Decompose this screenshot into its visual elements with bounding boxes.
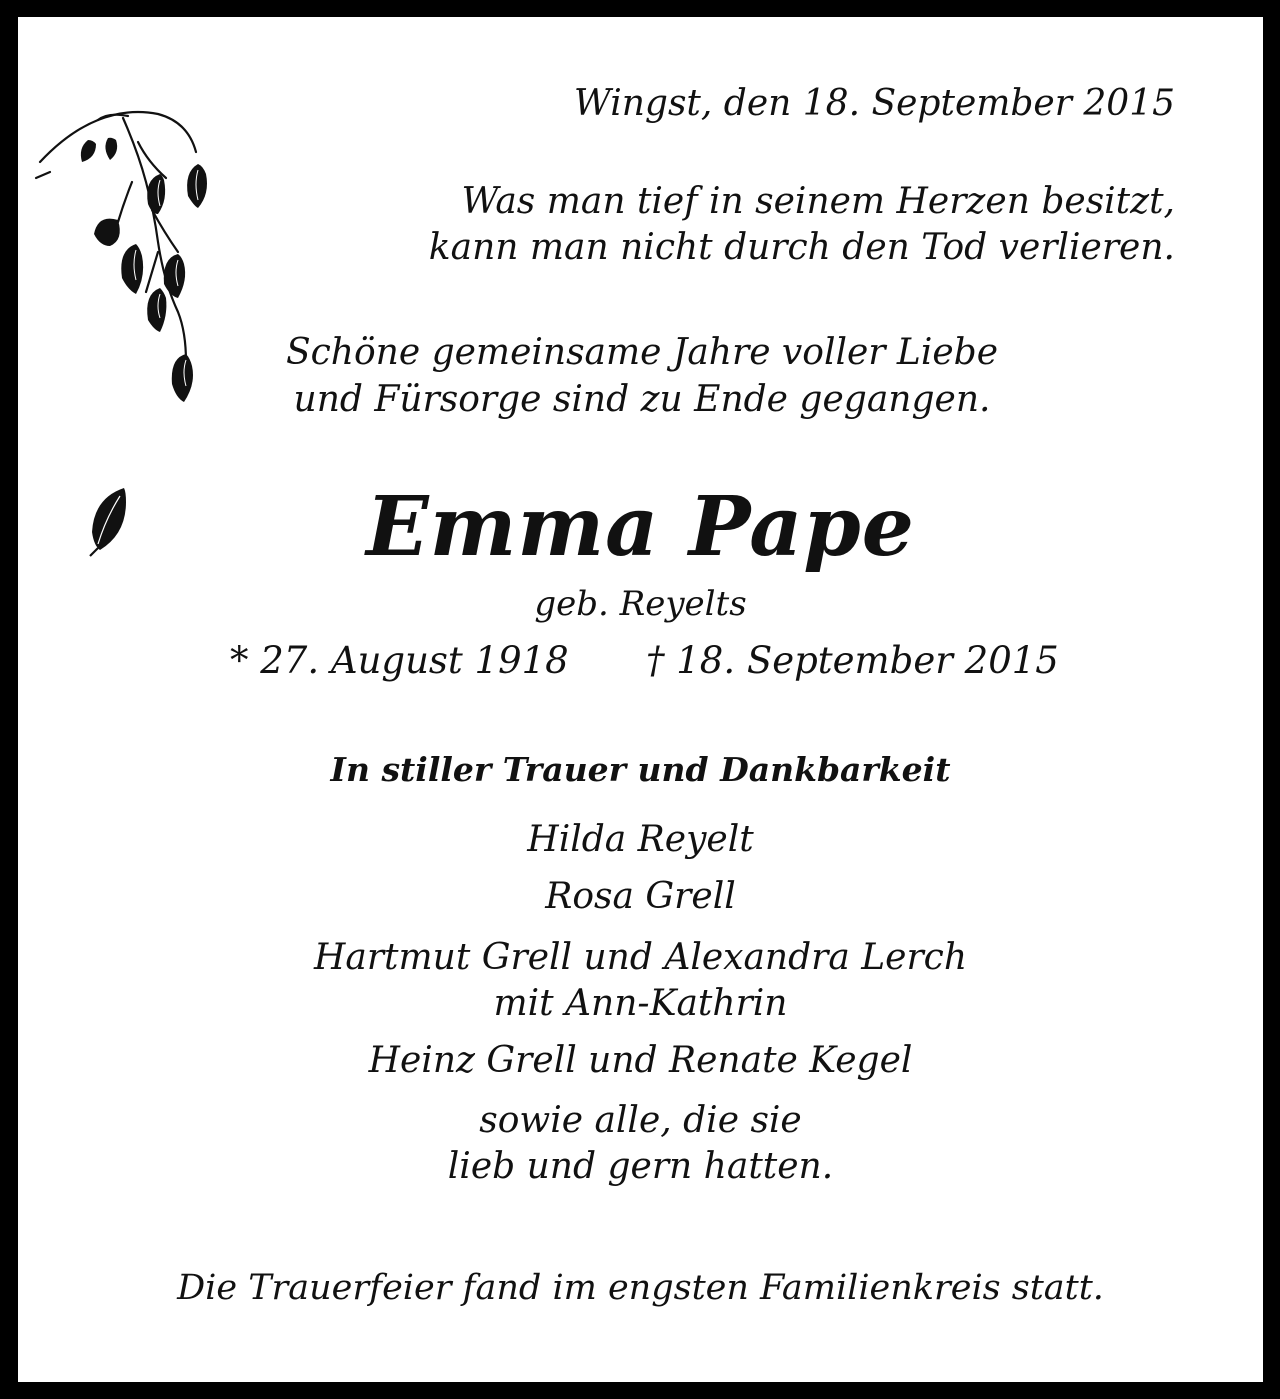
family-member: Heinz Grell und Renate Kegel [368,1040,913,1081]
family-member [18,935,1263,1027]
death-date: † 18. September 2015 [646,639,1059,682]
family-member: Hilda Reyelt [527,819,754,860]
obituary-notice [18,17,1263,1382]
family-member: Rosa Grell [545,876,736,917]
quote-line-2: kann man nicht durch den Tod verlieren. [428,227,1175,268]
family-line: mit Ann-Kathrin [493,983,788,1024]
family-member [18,1098,1263,1190]
family-line: lieb und gern hatten. [447,1146,834,1187]
family-line: Hartmut Grell und Alexandra Lerch [313,937,968,978]
birth-date: * 27. August 1918 [230,639,569,682]
memorial-paragraph [282,329,1002,423]
funeral-note: Die Trauerfeier fand im engsten Familienkreis statt. [177,1268,1104,1308]
deceased-name: Emma Pape [366,479,915,575]
quote-line-1: Was man tief in seinem Herzen besitzt, [461,181,1175,222]
maiden-name: geb. Reyelts [534,584,747,624]
family-line: sowie alle, die sie [479,1100,802,1141]
memorial-quote [429,179,1175,271]
birch-branch-icon [28,92,228,422]
mourning-line: In stiller Trauer und Dankbarkeit [330,750,951,789]
paragraph-line-1: Schöne gemeinsame Jahre voller Liebe [285,332,999,373]
place-date: Wingst, den 18. September 2015 [573,83,1175,124]
paragraph-line-2: und Fürsorge sind zu Ende gegangen. [293,379,991,420]
